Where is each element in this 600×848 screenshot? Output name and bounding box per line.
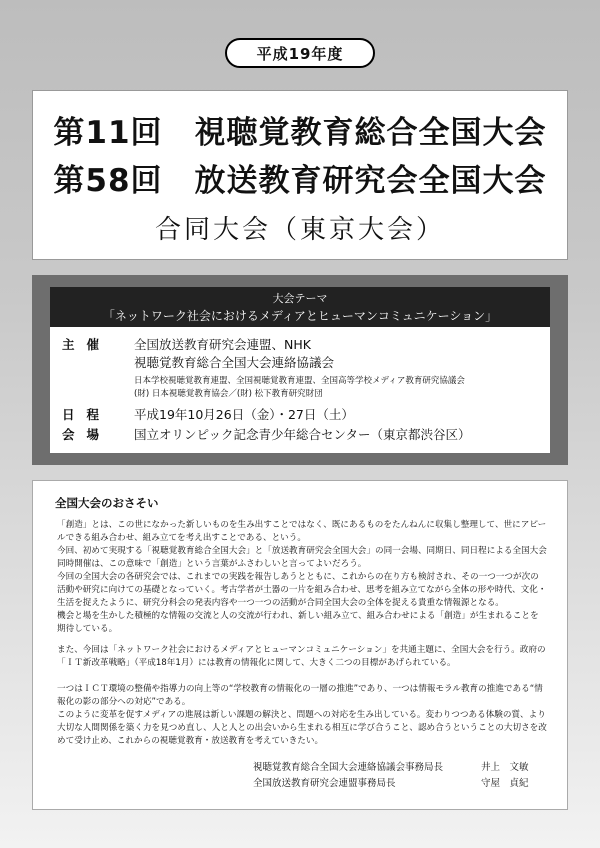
signature-1-title: 視聴覚教育総合全国大会連絡協議会事務局長 [253,762,444,773]
venue-row [62,425,471,443]
paragraph-4: 機会と場を生かした積極的な情報の交流と人の交流が行われ、新しい組み立て、組み合わせによる「創造」が生まれることを期待している。 [57,611,539,634]
paragraph-3: 今回の全国大会の各研究会では、これまでの実践を報告しあうとともに、これからの在り方も検討され、その一つ一つが次の活動や研究に向けての基礎となっていく。考古学者が土器の一片を組み合わせ、思考を組み立てながら全体の形や時代、文化・生活を捉えたように、研究分科会の発表内容や一つ一つの活動が合同全国大会の全体を捉える貴重な情報源となる。 [57,572,547,608]
organizer-small-1: 日本学校視聴覚教育連盟、全国視聴覚教育連盟、全国高等学校メディア教育研究協議会 [134,376,465,386]
paragraph-6: 一つはＩＣＴ環境の整備や指導力の向上等の“学校教育の情報化の一層の推進”であり、一つは情報モラル教育の推進である“情報化の影の部分への対応”である。 [57,684,543,707]
organizer-small-2: (財) 日本視聴覚教育協会／(財) 松下教育研究財団 [134,389,323,399]
theme-label: 大会テーマ [272,292,328,305]
date-row [62,405,354,423]
info-card [50,287,550,453]
message-panel [32,480,568,810]
paragraph-7: このように変革を促すメディアの進展は新しい課題の解決と、問題への対応を生み出している。変わりつつある体験の質、より大切な人間関係を築く力を見つめ直し、人と人との出会いから生まれる相互に学び合うこと、認め合うということの大切さを改めて受け止め、これからの視聴覚教育・放送教育を考えていきたい。 [57,710,547,746]
theme-text: 「ネットワーク社会におけるメディアとヒューマンコミュニケーション」 [102,309,498,323]
signature-2-title: 全国放送教育研究会連盟事務局長 [253,778,396,789]
date-key: 日程 [62,407,112,422]
organizer-row [62,335,311,353]
venue-key: 会場 [62,427,112,442]
paragraph-2: 今回、初めて実現する「視聴覚教育総合全国大会」と「放送教育研究会全国大会」の同一会場、同期日、同日程による全国大会同時開催は、この意味で「創造」という言葉がふさわしいと言ってよいだろう。 [57,546,547,569]
date-value: 平成19年10月26日（金）・27日（土） [134,407,354,422]
organizer-key: 主催 [62,337,112,352]
signature-1-name: 井上 文敏 [481,762,529,773]
organizer-value-1: 全国放送教育研究会連盟、NHK [134,337,311,352]
title-line-3: 合同大会（東京大会） [154,215,445,245]
title-panel [32,90,568,260]
organizer-value-2: 視聴覚教育総合全国大会連絡協議会 [134,355,335,370]
info-frame [32,275,568,465]
paragraph-1: 「創造」とは、この世になかった新しいものを生み出すことではなく、既にあるものをたんねんに収集し整理して、世にアピールできる組み合わせ、組み立てを考え出すことである、という。 [57,520,547,543]
venue-value: 国立オリンピック記念青少年総合センター（東京都渋谷区） [134,427,471,442]
signature-2-name: 守屋 貞紀 [481,778,529,789]
title-line-2: 第58回 放送教育研究会全国大会 [53,163,547,199]
title-line-1: 第11回 視聴覚教育総合全国大会 [53,115,547,151]
message-heading: 全国大会のおさそい [55,496,159,510]
theme-bar [50,287,550,327]
paragraph-5: また、今回は「ネットワーク社会におけるメディアとヒューマンコミュニケーション」を共通主題に、全国大会を行う。政府の「ＩＴ新改革戦略」（平成18年1月）には教育の情報化に関して、大きく二つの目標があげられている。 [57,645,546,668]
year-badge: 平成19年度 [225,38,375,68]
